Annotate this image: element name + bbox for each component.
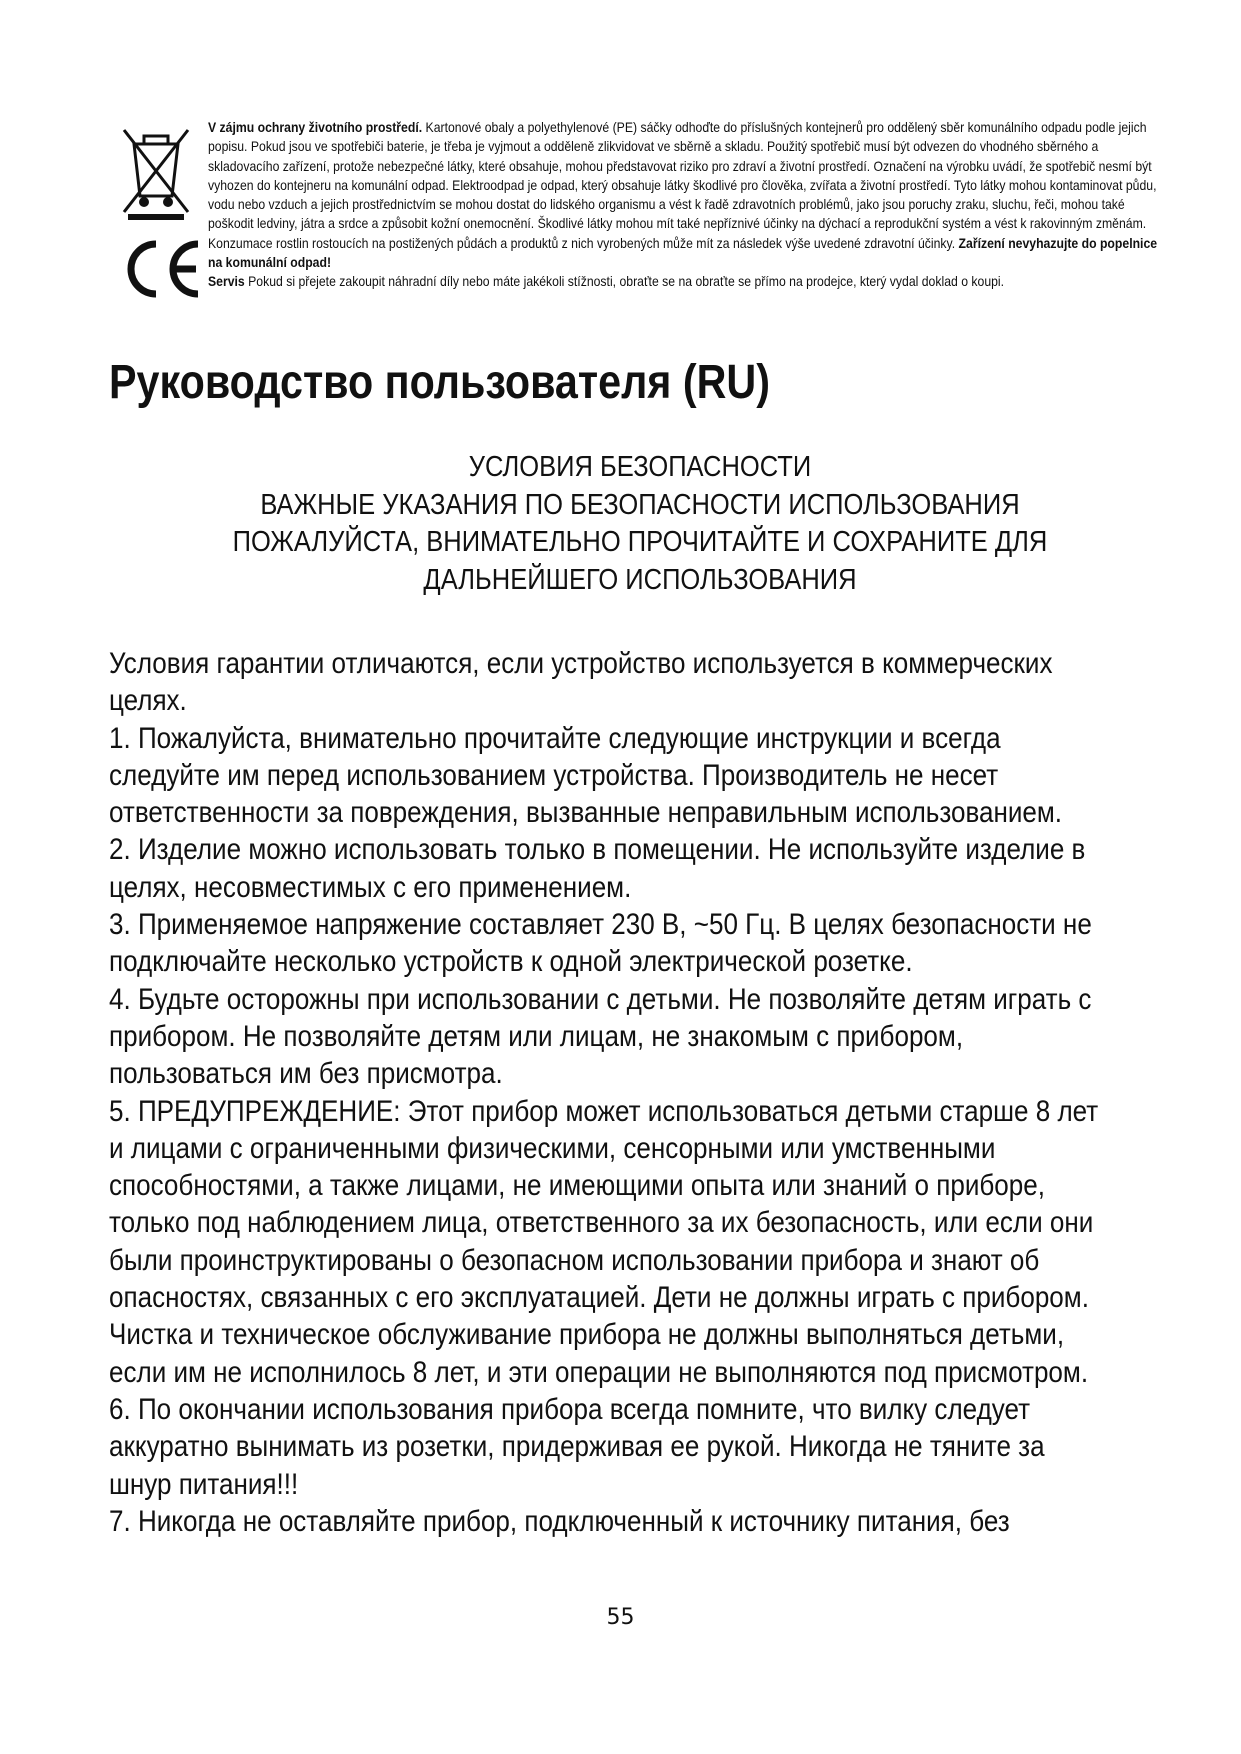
body-line: пользоваться им без присмотра. (109, 1057, 503, 1091)
body-line: 1. Пожалуйста, внимательно прочитайте следующие инструкции и всегда (109, 721, 1001, 755)
notice-warning: Zařízení nevyhazujte do popelnice na komunální odpad! (208, 235, 1158, 271)
body-line: следуйте им перед использованием устройства. Производитель не несет (109, 758, 999, 792)
body-line: были проинструктированы о безопасном использовании прибора и знают об (109, 1243, 1040, 1277)
safety-heading-line: ДАЛЬНЕЙШЕГО ИСПОЛЬЗОВАНИЯ (423, 563, 857, 596)
body-line: если им не исполнилось 8 лет, и эти операции не выполняются под присмотром. (109, 1355, 1089, 1389)
ce-mark-icon (120, 238, 202, 300)
body-line: 5. ПРЕДУПРЕЖДЕНИЕ: Этот прибор может использоваться детьми старше 8 лет (109, 1094, 1099, 1128)
body-line: 4. Будьте осторожны при использовании с детьми. Не позволяйте детям играть с (109, 982, 1092, 1016)
page-number: 55 (606, 1605, 635, 1630)
body-line: ответственности за повреждения, вызванные неправильным использованием. (109, 796, 1063, 830)
environment-notice-block (108, 118, 1168, 318)
safety-heading-line: ВАЖНЫЕ УКАЗАНИЯ ПО БЕЗОПАСНОСТИ ИСПОЛЬЗОВАНИЯ (260, 488, 1020, 521)
body-line: опасностях, связанных с его эксплуатацией. Дети не должны играть с прибором. (109, 1281, 1089, 1315)
body-line: способностями, а также лицами, не имеющими опыта или знаний о приборе, (109, 1169, 1045, 1203)
body-line: 3. Применяемое напряжение составляет 230 В, ~50 Гц. В целях безопасности не (109, 908, 1092, 942)
environment-notice-text (208, 118, 1167, 292)
body-line: 2. Изделие можно использовать только в помещении. Не используйте изделие в (109, 833, 1086, 867)
body-line: аккуратно вынимать из розетки, придерживая ее рукой. Никогда не тяните за (109, 1430, 1045, 1464)
body-line: 7. Никогда не оставляйте прибор, подключенный к источнику питания, без (109, 1504, 1010, 1538)
body-line: прибором. Не позволяйте детям или лицам, не знакомым с прибором, (109, 1019, 964, 1053)
notice-lead: V zájmu ochrany životního prostředí. (208, 120, 423, 135)
safety-heading (140, 449, 1140, 599)
safety-instructions (109, 645, 1099, 1540)
page-title: Руководство пользователя (RU) (109, 356, 770, 409)
body-line: целях, несовместимых с его применением. (109, 870, 632, 904)
crossed-out-wheeled-bin-icon (118, 126, 194, 222)
safety-heading-line: УСЛОВИЯ БЕЗОПАСНОСТИ (468, 451, 812, 483)
body-line: Условия гарантии отличаются, если устройство используется в коммерческих (109, 647, 1053, 680)
body-line: целях. (109, 684, 187, 718)
body-line: Чистка и техническое обслуживание прибора не должны выполняться детьми, (109, 1318, 1065, 1352)
service-label: Servis (208, 274, 245, 290)
body-line: подключайте несколько устройств к одной электрической розетке. (109, 945, 913, 979)
body-line: 6. По окончании использования прибора всегда помните, что вилку следует (109, 1392, 1031, 1426)
body-line: только под наблюдением лица, ответственного за их безопасность, или если они (109, 1206, 1094, 1240)
safety-heading-line: ПОЖАЛУЙСТА, ВНИМАТЕЛЬНО ПРОЧИТАЙТЕ И СОХРАНИТЕ ДЛЯ (232, 526, 1048, 558)
body-line: и лицами с ограниченными физическими, сенсорными или умственными (109, 1131, 996, 1165)
notice-body: Kartonové obaly a polyethylenové (PE) sáčky odhoďte do příslušných kontejnerů pro oddělený sběr komunálního odpadu podle jejich popisu. Pokud jsou ve spotřebiči baterie, je třeba je vyjmout a odděleně zlikvidovat ve sběrně a skladu. Použitý spotřebič musí být odvezen do vhodného sběrného a skladovacího zařízení, protože nebezpečné látky, které obsahuje, mohou představovat riziko pro zdraví a životní prostředí. Označení na výrobku uvádí, že spotřebič nesmí být vyhozen do kontejneru na komunální odpad. Elektroodpad je odpad, který obsahuje látky škodlivé pro člověka, zvířata a životní prostředí. Tyto látky mohou kontaminovat půdu, vodu nebo vzduch a jejich prostřednictvím se mohou dostat do lidského organismu a vést k řadě zdravotních problémů, jako jsou poruchy zraku, sluchu, řeči, mohou také poškodit ledviny, játra a srdce a způsobit kožní onemocnění. Škodlivé látky mohou mít také nepříznivé účinky na dýchací a reprodukční systém a vést k rakovinným změnám. Konzumace rostlin rostoucích na postižených půdách a produktů z nich vyrobených může mít za následek výše uvedené zdravotní účinky. (208, 120, 1157, 251)
body-line: шнур питания!!! (109, 1467, 299, 1501)
service-text: Pokud si přejete zakoupit náhradní díly nebo máte jakékoli stížnosti, obraťte se na obraťte se přímo na prodejce, který vydal doklad o koupi. (248, 274, 1005, 290)
